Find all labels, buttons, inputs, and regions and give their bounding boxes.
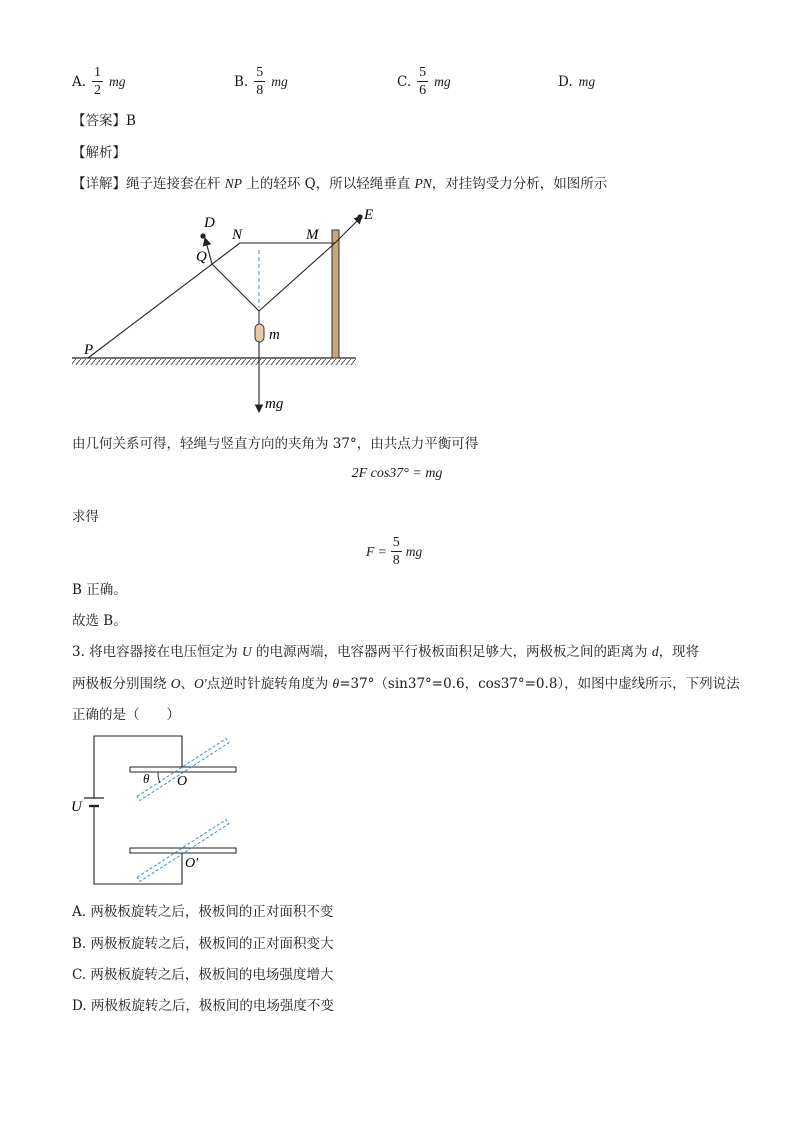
qiude-text: 求得 xyxy=(72,509,99,525)
label-mass: m xyxy=(269,327,280,343)
equation-2: F = $\frac{5}{8}$ mg xyxy=(366,535,423,568)
choose-text: 故选 B。 xyxy=(72,613,127,629)
label-mg: mg xyxy=(265,396,284,412)
q3-option-d: D. 两极板旋转之后，极板间的电场强度不变 xyxy=(72,998,334,1014)
q3-option-a: A. 两极板旋转之后，极板间的正对面积不变 xyxy=(72,904,334,920)
wire-bottom xyxy=(94,806,182,884)
option-b: B. $\frac{5}{8}$ mg xyxy=(234,65,288,98)
q3-option-b: B. 两极板旋转之后，极板间的正对面积变大 xyxy=(72,936,334,952)
label-theta: θ xyxy=(143,771,150,786)
detail-line: 【详解】绳子连接套在杆 NP 上的轻环 Q，所以轻绳垂直 PN，对挂钩受力分析，如图所示 xyxy=(72,176,608,192)
label-e: E xyxy=(364,207,374,223)
point-d xyxy=(200,233,205,238)
option-d: D. mg xyxy=(558,74,596,90)
rod-pn xyxy=(88,243,240,358)
q3-option-c: C. 两极板旋转之后，极板间的电场强度增大 xyxy=(72,967,334,983)
weight-m xyxy=(255,324,264,342)
fraction-f: $\frac{5}{8}$ xyxy=(392,535,400,568)
analysis-heading: 【解析】 xyxy=(72,145,126,161)
label-q: Q xyxy=(196,249,207,265)
fraction-a: $\frac{1}{2}$ xyxy=(94,65,102,98)
pole xyxy=(332,230,339,358)
answer-line: 【答案】B xyxy=(72,113,136,129)
option-c: C. $\frac{5}{6}$ mg xyxy=(397,65,451,98)
label-p: P xyxy=(84,342,94,358)
option-a: A. $\frac{1}{2}$ mg xyxy=(72,65,126,98)
ground-hatch xyxy=(72,359,356,365)
fraction-c: $\frac{5}{6}$ xyxy=(419,65,427,98)
geometry-text: 由几何关系可得，轻绳与竖直方向的夹角为 37°，由共点力平衡可得 xyxy=(72,436,479,452)
rope-left xyxy=(212,264,259,311)
label-n: N xyxy=(232,227,243,243)
q3-line-1: 3. 将电容器接在电压恒定为 U 的电源两端，电容器两平行极板面积足够大，两极板之间的距离为 d，现将 xyxy=(72,644,700,660)
point-e xyxy=(357,214,362,219)
q3-line-3: 正确的是（ ） xyxy=(72,707,180,723)
force-diagram xyxy=(60,200,400,420)
equation-1: 2F cos37° = mg xyxy=(351,466,443,481)
angle-arc xyxy=(158,772,160,783)
label-m-point: M xyxy=(306,227,319,243)
fraction-b: $\frac{5}{8}$ xyxy=(256,65,264,98)
label-o-prime: O′ xyxy=(185,856,199,871)
b-correct-text: B 正确。 xyxy=(72,582,127,598)
label-o: O xyxy=(177,774,188,789)
lower-plate xyxy=(130,848,236,853)
q3-line-2: 两极板分别围绕 O、O′点逆时针旋转角度为 θ=37°（sin37°=0.6，cos37°=0.8），如图中虚线所示，下列说法 xyxy=(72,676,740,692)
label-u: U xyxy=(71,799,82,815)
rope-right xyxy=(259,243,335,311)
label-d: D xyxy=(204,215,215,231)
capacitor-diagram xyxy=(64,728,254,888)
